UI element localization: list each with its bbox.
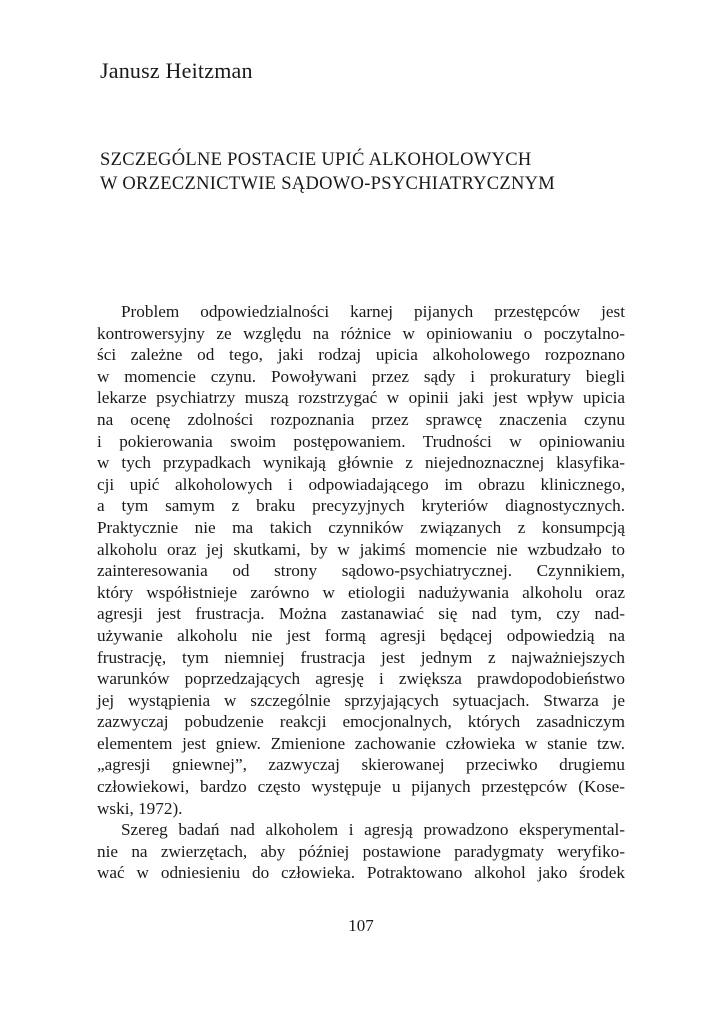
text-line: kontrowersyjny ze względu na różnice w opiniowaniu o poczytalno- [97,323,625,343]
title-line-1: SZCZEGÓLNE POSTACIE UPIĆ ALKOHOLOWYCH [100,150,532,170]
article-body [97,301,625,884]
text-line: cji upić alkoholowych i odpowiadającego im obrazu klinicznego, [97,474,625,494]
text-line: w momencie czynu. Powoływani przez sądy i prokuratury biegli [97,366,625,386]
author-name: Janusz Heitzman [100,58,253,83]
text-line: Szereg badań nad alkoholem i agresją prowadzono eksperymental- [121,820,625,840]
text-line: „agresji gniewnej”, zazwyczaj skierowanej przeciwko drugiemu [97,755,625,775]
text-line: zainteresowania od strony sądowo-psychiatrycznej. Czynnikiem, [97,561,625,581]
text-line: wski, 1972). [97,798,183,818]
text-line: elementem jest gniew. Zmienione zachowanie człowieka w stanie tzw. [97,733,625,753]
article-title [100,148,555,196]
text-line: jej wystąpienia w szczególnie sprzyjających sytuacjach. Stwarza je [97,690,625,710]
paragraph-1 [97,301,625,819]
text-line: Praktycznie nie ma takich czynników związanych z konsumpcją [97,517,625,537]
text-line: wać w odniesieniu do człowieka. Potraktowano alkohol jako środek [97,863,625,883]
text-line: ści zależne od tego, jaki rodzaj upicia alkoholowego rozpoznano [97,345,625,365]
text-line: alkoholu oraz jej skutkami, by w jakimś momencie nie wzbudzało to [97,539,625,559]
text-line: nie na zwierzętach, aby później postawione paradygmaty weryfiko- [97,841,625,861]
text-line: lekarze psychiatrzy muszą rozstrzygać w opinii jaki jest wpływ upicia [97,388,625,408]
text-line: który współistnieje zarówno w etiologii nadużywania alkoholu oraz [97,582,625,602]
text-line: i pokierowania swoim postępowaniem. Trudności w opiniowaniu [97,431,625,451]
text-line: w tych przypadkach wynikają głównie z niejednoznacznej klasyfika- [97,453,625,473]
text-line: frustrację, tym niemniej frustracja jest jednym z najważniejszych [97,647,625,667]
text-line: zazwyczaj pobudzenie reakcji emocjonalnych, których zasadniczym [97,712,625,732]
text-line: agresji jest frustracja. Można zastanawiać się nad tym, czy nad- [97,604,625,624]
paragraph-2 [97,819,625,884]
text-line: Problem odpowiedzialności karnej pijanych przestępców jest [121,302,625,321]
text-line: warunków poprzedzających agresję i zwiększa prawdopodobieństwo [97,669,625,689]
title-line-2: W ORZECZNICTWIE SĄDOWO-PSYCHIATRYCZNYM [100,174,556,194]
text-line: na ocenę zdolności rozpoznania przez sprawcę znaczenia czynu [97,409,625,429]
text-line: człowiekowi, bardzo często występuje u pijanych przestępców (Kose- [97,777,625,797]
page-number: 107 [348,916,374,935]
text-line: używanie alkoholu nie jest formą agresji będącej odpowiedzią na [97,625,625,645]
text-line: a tym samym z braku precyzyjnych kryteriów diagnostycznych. [97,496,625,516]
